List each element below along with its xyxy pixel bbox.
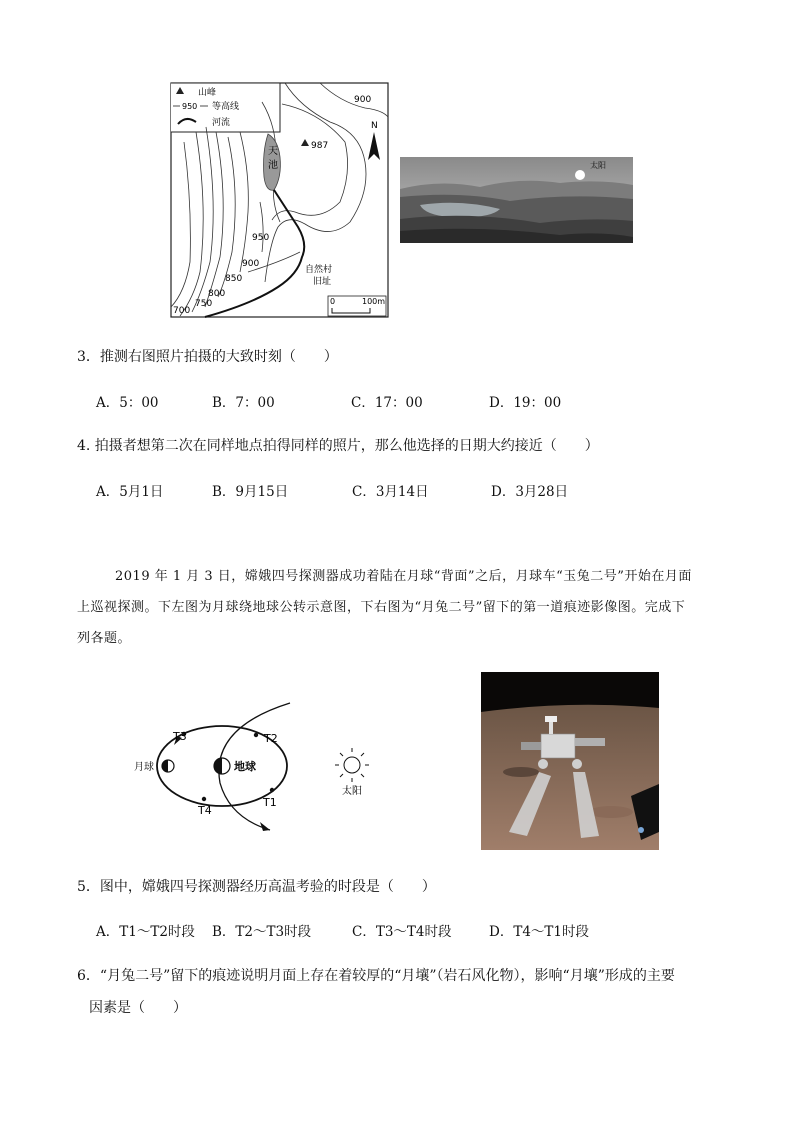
q5-option-b: B．T2～T3时段 [212, 924, 312, 940]
legend-peak: 山峰 [198, 88, 217, 98]
passage-line-3: 列各题。 [77, 631, 132, 646]
q5-option-d: D．T4～T1时段 [489, 924, 590, 940]
t3-label: T3 [173, 730, 187, 743]
contour-label: 900 [354, 95, 372, 105]
scale-start: 0 [330, 297, 336, 306]
question-4: 4. 拍摄者想第二次在同样地点拍得同样的照片，那么他选择的日期大约接近（ ） [77, 438, 599, 454]
question-5: 5．图中，嫦娥四号探测器经历高温考验的时段是（ ） [77, 879, 436, 895]
q5-option-c: C．T3～T4时段 [352, 924, 452, 940]
logo-icon [638, 827, 644, 833]
question-3: 3．推测右图照片拍摄的大致时刻（ ） [77, 349, 338, 365]
q3-option-b: B．7：00 [212, 395, 275, 411]
earth-label: 地球 [234, 760, 256, 773]
lake-label-1: 天 [268, 146, 278, 157]
orbit-diagram [130, 698, 380, 838]
q4-option-b: B．9月15日 [212, 484, 289, 500]
q4-option-a: A．5月1日 [96, 484, 164, 500]
contour-label: 700 [173, 306, 191, 316]
q3-option-c: C．17：00 [351, 395, 423, 411]
passage-line-2: 上巡视探测。下左图为月球绕地球公转示意图，下右图为“月兔二号”留下的第一道痕迹影像图。完成下 [77, 600, 686, 615]
contour-label: 800 [208, 289, 226, 299]
contour-label: 900 [242, 259, 260, 269]
contour-map [170, 82, 390, 319]
peak-height: 987 [311, 141, 329, 151]
q3-option-a: A．5：00 [96, 395, 159, 411]
contour-label: 750 [195, 299, 213, 309]
legend-river: 河流 [212, 118, 231, 128]
lake-label-2: 池 [268, 160, 278, 171]
landscape-photo [400, 157, 633, 243]
passage-line-1: 2019 年 1 月 3 日，嫦娥四号探测器成功着陆在月球“背面”之后，月球车“玉兔二号”开始在月面 [115, 569, 692, 584]
question-6-line-1: 6．“月兔二号”留下的痕迹说明月面上存在着较厚的“月壤”（岩石风化物），影响“月壤”形成的主要 [77, 968, 675, 984]
scale-end: 100m [362, 297, 386, 306]
contour-label: 950 [252, 233, 270, 243]
q5-option-a: A．T1～T2时段 [96, 924, 195, 940]
rover-photo [481, 672, 659, 850]
moon-label: 月球 [134, 762, 154, 773]
t2-label: T2 [264, 732, 278, 745]
north-label: N [371, 121, 378, 131]
legend-contour-value: 950 [182, 102, 198, 111]
q3-option-d: D．19：00 [489, 395, 562, 411]
contour-label: 850 [225, 274, 243, 284]
t1-label: T1 [263, 796, 277, 809]
orbit-arrow-icon [260, 822, 270, 831]
t4-label: T4 [198, 804, 212, 817]
sun-label: 太阳 [342, 786, 362, 797]
village-label: 旧址 [313, 277, 332, 287]
sun-label: 太阳 [590, 161, 606, 170]
legend-contour: 等高线 [212, 102, 240, 112]
sun-icon [575, 170, 585, 180]
question-6-line-2: 因素是（ ） [89, 1000, 187, 1016]
q4-option-c: C．3月14日 [352, 484, 429, 500]
sun-icon [335, 748, 369, 782]
q4-option-d: D．3月28日 [491, 484, 569, 500]
village-label: 自然村 [305, 265, 333, 275]
